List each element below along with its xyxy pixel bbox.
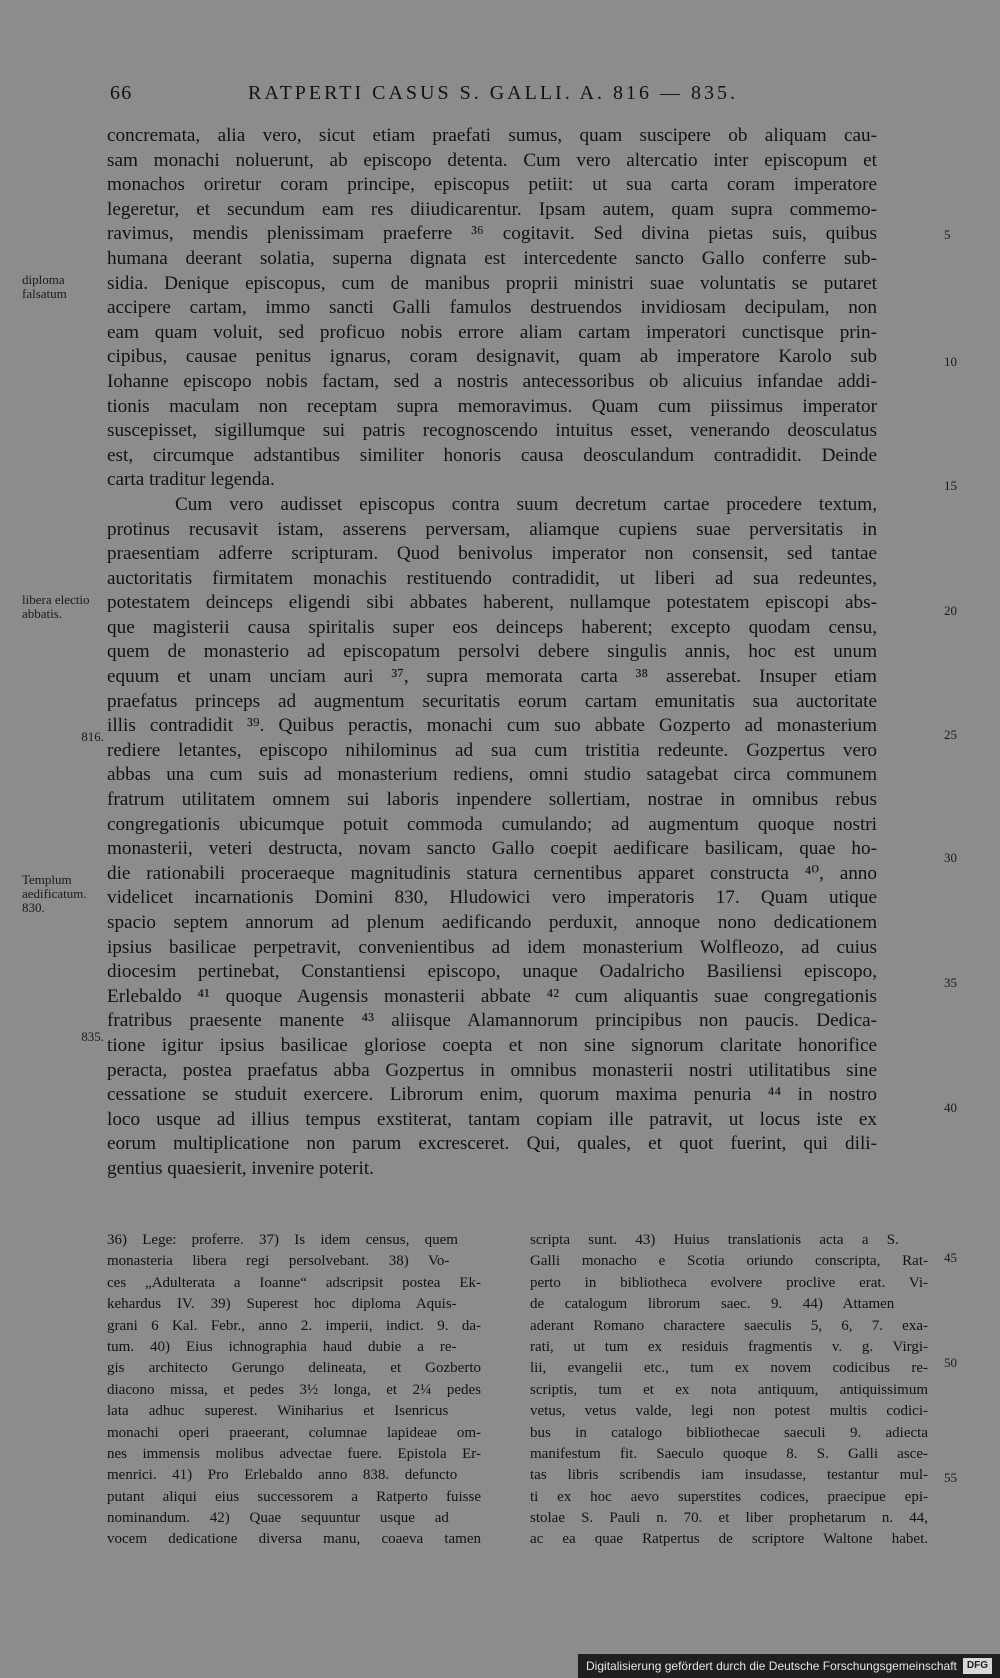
- footnote-line: grani 6 Kal. Febr., anno 2. imperii, indict. 9. da-: [107, 1317, 481, 1334]
- footnotes-left-column: [107, 1230, 481, 1551]
- text-line: [107, 714, 935, 739]
- text-line: [107, 222, 935, 247]
- footnote-line: scripta sunt. 43) Huius translationis acta a S.: [530, 1232, 899, 1248]
- footnote-line: manifestum fit. Saeculo quoque 8. S. Galli asce-: [530, 1445, 928, 1462]
- footnote-line: menrici. 41) Pro Erlebaldo anno 838. defuncto: [107, 1467, 458, 1484]
- footnote-line: diacono missa, et pedes 3½ longa, et 2¼ pedes: [107, 1381, 481, 1398]
- text-line-content: Cum vero audisset episcopus contra suum decretum cartae procedere textum,: [175, 493, 877, 515]
- text-line: [107, 198, 935, 223]
- footnote-line: tum. 40) Eius ichnographia haud dubie a re-: [107, 1338, 457, 1355]
- text-line-content: Iohanne episcopo nobis factam, sed a nostris antecessoribus ob alicuius infandae addi-: [107, 370, 877, 392]
- text-line: [107, 1059, 935, 1084]
- text-line: [107, 247, 935, 272]
- text-line-content: tione igitur ipsius basilicae gloriose coepta et non sine signorum claritate honorifice: [107, 1034, 877, 1056]
- text-line: [107, 321, 935, 346]
- line-number: 55: [944, 1470, 957, 1485]
- text-line: [107, 1108, 935, 1133]
- text-line-content: sidia. Denique episcopus, cum de manibus proprii ministri suae voluntatis se putaret: [107, 272, 877, 294]
- line-number: 5: [944, 227, 951, 242]
- footnote-line: lata adhuc superest. Winiharius et Isenricus: [107, 1403, 449, 1420]
- text-line-content: equum et unam unciam auri ³⁷, supra memorata carta ³⁸ asserebat. Insuper etiam: [107, 666, 877, 688]
- text-line-content: praesentiam adferre scripturam. Quod benivolus imperator non consensit, sed tantae: [107, 543, 877, 565]
- text-line-content: ipsius basilicae perpetravit, convenientibus ad idem monasterium Wolfleozo, ad cuius: [107, 936, 877, 958]
- footnote-line: vetus, vetus valde, legi non potest multis codici-: [530, 1403, 928, 1420]
- footnote-line: monasteria libera regi persolvebant. 38) Vo-: [107, 1253, 450, 1270]
- text-line-content: est, circumque adstantibus similiter honoris causa deosculandum contradidit. Deinde: [107, 444, 877, 466]
- footnote-line: tas libris scribendis iam insudasse, testantur mul-: [530, 1467, 928, 1484]
- text-line-content: protinus recusavit istam, asserens perversam, aliamque cupiens suae perversitatis in: [107, 518, 877, 540]
- running-title: RATPERTI CASUS S. GALLI. A. 816 — 835.: [248, 82, 739, 104]
- line-number: 15: [944, 478, 957, 493]
- text-line-content: spacio septem annorum ad plenum aedificando perduxit, annoque nono dedicationem: [107, 912, 877, 933]
- text-line-content: auctoritatis firmitatem monachis restituendo contradidit, ut liberi ad sua redeuntes,: [107, 567, 877, 589]
- footnote-line: ti ex hoc aevo superstites codices, praecipue epi-: [530, 1488, 928, 1505]
- text-line-content: que magisterii causa spiritalis super eos deinceps haberent; excepto quodam censu,: [107, 616, 877, 638]
- text-line-content: suscepisset, sigillumque sui patris recognoscendo intuitus esset, venerando deosculatus: [107, 420, 877, 442]
- text-line: [107, 1132, 935, 1157]
- text-line: [107, 468, 935, 493]
- text-line: [107, 640, 935, 665]
- text-line: [107, 911, 935, 936]
- text-line: [107, 665, 935, 690]
- text-line-content: ravimus, mendis plenissimam praeferre ³⁶ cogitavit. Sed divina pietas suis, quibus: [107, 223, 877, 245]
- text-line: [107, 370, 935, 395]
- text-line: [107, 936, 935, 961]
- text-line: [107, 960, 935, 985]
- text-line: [107, 395, 935, 420]
- line-number: 50: [944, 1355, 957, 1370]
- text-line: [107, 567, 935, 592]
- text-line: [107, 1157, 935, 1182]
- text-line-content: cipibus, causae penitus ignarus, coram designavit, quam ab imperatore Karolo sub: [107, 346, 877, 368]
- line-number: 45: [944, 1250, 957, 1265]
- footnote-line: stolae S. Pauli n. 70. et liber prophetarum n. 44,: [530, 1510, 928, 1527]
- marginal-note-diploma: diploma falsatum: [22, 272, 67, 301]
- text-line: [107, 444, 935, 469]
- text-line-content: illis contradidit ³⁹. Quibus peractis, monachi cum suo abbate Gozperto ad monasterium: [107, 715, 877, 737]
- line-number: 40: [944, 1100, 957, 1115]
- text-line-content: monachos oriretur coram principe, episcopus petiit: ut sua carta coram imperatore: [107, 174, 877, 196]
- text-line-content: sam monachi noluerunt, ab episcopo detenta. Cum vero altercatio inter episcopum et: [107, 149, 877, 171]
- text-line: [107, 862, 935, 887]
- text-line: [107, 493, 935, 518]
- text-line-content: concremata, alia vero, sicut etiam praefati sumus, quam suscipere ob aliquam cau-: [107, 125, 877, 146]
- digitization-footer: [578, 1654, 1000, 1678]
- line-number: 25: [944, 727, 957, 742]
- text-line: [107, 763, 935, 788]
- text-line-content: die rationabili proceraeque magnitudinis statura cernentibus apparet constructa ⁴⁰, anno: [107, 862, 877, 884]
- text-line-content: fratrum utilitatem omnem sui laboris inpendere sollertiam, nostrae in omnibus rebus: [107, 789, 877, 811]
- footnotes-right-column: [530, 1230, 928, 1551]
- text-line: [107, 837, 935, 862]
- text-line-content: monasterii, veteri destructa, novam sancto Gallo coepit aedificare basilicam, quae ho-: [107, 838, 877, 860]
- footnote-line: de catalogum librorum saec. 9. 44) Attamen: [530, 1296, 895, 1313]
- text-line-content: tionis maculam non receptam supra memoravimus. Quam cum piissimus imperator: [107, 395, 877, 417]
- footnote-line: gis architecto Gerungo delineata, et Gozberto: [107, 1360, 481, 1377]
- text-line-content: fratribus praesente manente ⁴³ aliisque Alamannorum principibus non paucis. Dedica-: [107, 1010, 877, 1032]
- line-number: 10: [944, 354, 957, 369]
- footnote-line: vocem dedicatione diversa manu, coaeva tamen: [107, 1531, 481, 1548]
- text-line: [107, 886, 935, 911]
- text-line: [107, 173, 935, 198]
- text-line-content: accipere cartam, immo sancti Galli famulos destruendos invidiosam decipulam, non: [107, 297, 877, 319]
- footnote-line: bus in catalogo bibliothecae saeculi 9. adiecta: [530, 1424, 928, 1441]
- footnote-line: kehardus IV. 39) Superest hoc diploma Aquis-: [107, 1296, 457, 1313]
- text-line-content: rediere letantes, episcopo nihilominus ad sua cum tristitia redeunte. Gozpertus vero: [107, 739, 877, 761]
- text-line: [107, 296, 935, 321]
- text-line-content: eam quam voluit, sed proficuo nobis errore aliam cartam imperatori cunctisque prin-: [107, 321, 877, 343]
- text-line: [107, 813, 935, 838]
- text-line-content: quem de monasterio ad episcopatum persolvi debere singulis annis, hoc est unum: [107, 641, 877, 663]
- page-number: 66: [110, 82, 133, 104]
- text-line: [107, 788, 935, 813]
- line-number: 35: [944, 975, 957, 990]
- text-line-content: diocesim pertinebat, Constantiensi episcopo, unaque Oadalricho Basiliensi episcopo,: [107, 961, 877, 983]
- footnote-line: aderant Romano charactere saeculis 5, 6, 7. exa-: [530, 1317, 928, 1334]
- footnote-line: ac ea quae Ratpertus de scriptore Waltone habet.: [530, 1531, 928, 1548]
- text-line-content: peracta, postea praefatus abba Gozpertus in omnibus monasterii nostri utilitatibus sine: [107, 1059, 877, 1081]
- text-line-content: Erlebaldo ⁴¹ quoque Augensis monasterii abbate ⁴² cum aliquantis suae congregationis: [107, 985, 877, 1007]
- footnote-line: lii, evangelii etc., tum ex novem codicibus re-: [530, 1360, 928, 1377]
- text-line-content: cessatione se studuit exercere. Librorum enim, quorum maxima penuria ⁴⁴ in nostro: [107, 1084, 877, 1106]
- text-line-content: potestatem deinceps eligendi sibi abbates haberent, nullamque potestatem episcopi abs-: [107, 592, 877, 614]
- text-line-content: eorum multiplicatione non parum excresceret. Qui, quales, et quot fuerint, qui dili-: [107, 1133, 877, 1155]
- text-line: [107, 739, 935, 764]
- dfg-logo: DFG: [963, 1658, 992, 1674]
- footnote-line: monachi operi praeerant, columnae lapideae om-: [107, 1424, 481, 1441]
- footnote-line: perto in bibliotheca evolvere proclive erat. Vi-: [530, 1274, 928, 1291]
- text-line: [107, 149, 935, 174]
- text-line-content: videlicet incarnationis Domini 830, Hludowici vero imperatoris 17. Quam utique: [107, 887, 877, 909]
- text-line-content: praefatus princeps ad augmentum securitatis eorum cartam emunitatis sua auctoritate: [107, 690, 877, 712]
- text-line: [107, 690, 935, 715]
- text-line: [107, 518, 935, 543]
- text-line-content: carta traditur legenda.: [107, 469, 275, 491]
- marginal-note-libera-electio: libera electio abbatis.: [22, 592, 90, 621]
- text-line-content: abbas una cum suis ad monasterium rediens, omni studio satagebat circa communem: [107, 764, 877, 786]
- footer-text: Digitalisierung gefördert durch die Deutsche Forschungsgemeinschaft: [586, 1659, 957, 1673]
- marginal-note-templum: Templum aedificatum. 830.: [22, 872, 87, 915]
- footnote-line: nominandum. 42) Quae sequuntur usque ad: [107, 1510, 449, 1527]
- text-line-content: congregationis ubicumque potuit commoda cumulando; ad augmentum quoque nostri: [107, 813, 877, 835]
- footnote-line: nes immensis molibus advectae fuere. Epistola Er-: [107, 1445, 481, 1462]
- marginal-year-835: 835.: [81, 1029, 104, 1044]
- line-number: 20: [944, 603, 957, 618]
- line-number: 30: [944, 850, 957, 865]
- text-line: [107, 542, 935, 567]
- footnote-line: Galli monacho e Scotia oriundo conscripta, Rat-: [530, 1253, 928, 1270]
- text-line-content: gentius quaesierit, invenire poterit.: [107, 1157, 374, 1179]
- text-line: [107, 1034, 935, 1059]
- footnote-line: putant aliqui eius successorem a Ratperto fuisse: [107, 1488, 481, 1505]
- footnote-line: scriptis, tum et ex nota antiquum, antiquissimum: [530, 1381, 928, 1398]
- text-line: [107, 124, 935, 149]
- text-line-content: legeretur, et secundum eam res diiudicarentur. Ipsam autem, quam supra commemo-: [107, 198, 877, 220]
- footnote-line: ces „Adulterata a Ioanne“ adscripsit postea Ek-: [107, 1274, 481, 1291]
- text-line: [107, 272, 935, 297]
- footnote-line: rati, ut tum ex residuis fragmentis v. g. Virgi-: [530, 1338, 928, 1355]
- text-line: [107, 591, 935, 616]
- text-line: [107, 419, 935, 444]
- text-line-content: humana deerant solatia, superna dignata est intercedente sancto Gallo conferre sub-: [107, 247, 877, 269]
- text-line: [107, 616, 935, 641]
- text-line-content: loco usque ad illius tempus exstiterat, tantam copiam ille patravit, ut locus iste ex: [107, 1108, 877, 1130]
- text-line: [107, 1083, 935, 1108]
- marginal-year-816: 816.: [81, 729, 104, 744]
- main-text: [107, 124, 935, 1182]
- footnote-line: 36) Lege: proferre. 37) Is idem census, quem: [107, 1232, 458, 1248]
- text-line: [107, 345, 935, 370]
- text-line: [107, 985, 935, 1010]
- text-line: [107, 1009, 935, 1034]
